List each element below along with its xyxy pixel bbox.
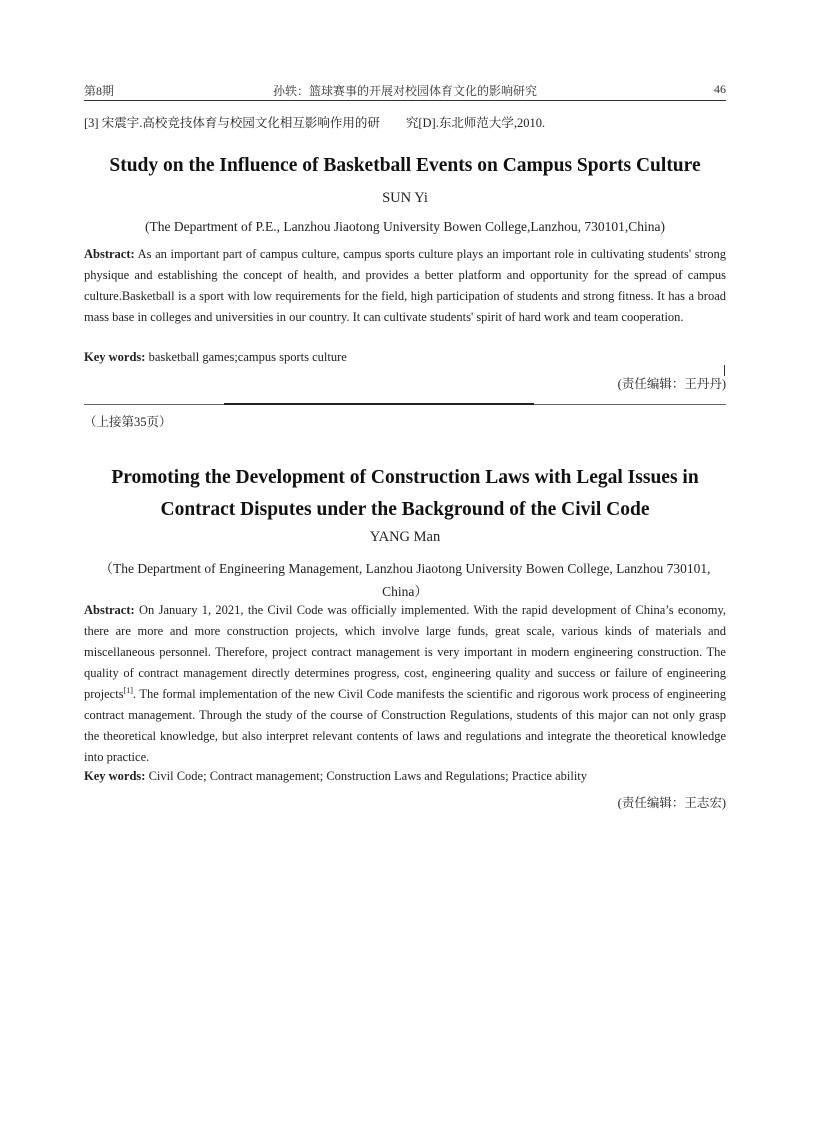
issue-label: 第8期 [84, 84, 115, 98]
abstract-text-part2: . The formal implementation of the new Civil Code manifests the scientific and rigorous work process of engineering contract management. Through the study of the course of Construction Regulations, students of this major can not only grasp the theoretical knowledge, but also interpret relevant contents of laws and regulations and integrate the theoretical knowledge into practice. [84, 687, 726, 764]
running-header [84, 82, 726, 101]
page-number: 46 [714, 82, 726, 96]
article2-affiliation-line2: China） [382, 584, 428, 599]
article2-title-line1: Promoting the Development of Construction Laws with Legal Issues in [111, 467, 699, 488]
abstract-text-part1: On January 1, 2021, the Civil Code was officially implemented. With the rapid development of China’s economy, there are more and more construction projects, which involve large funds, great scale, various kinds of materials and miscellaneous personnel. Therefore, project contract management is very important in modern engineering construction. The quality of contract management directly determines progress, cost, engineering quality and success or failure of engineering projects [84, 603, 727, 701]
divider-thick-line [224, 403, 534, 405]
article2-abstract [84, 600, 726, 768]
article2-keywords [84, 769, 726, 784]
abstract-label: Abstract: [84, 247, 135, 261]
reference-entry [84, 113, 545, 131]
article1-title: Study on the Influence of Basketball Events on Campus Sports Culture [109, 155, 701, 176]
continuation-note: （上接第35页） [84, 415, 172, 429]
article2-author: YANG Man [369, 529, 441, 545]
abstract-label: Abstract: [84, 603, 135, 617]
reference-text-b: 究[D].东北师范大学,2010. [405, 116, 546, 130]
article1-keywords [84, 350, 726, 365]
running-title: 孙轶：篮球赛事的开展对校园体育文化的影响研究 [272, 84, 537, 98]
article1-author: SUN Yi [382, 190, 428, 206]
article1-editor: (责任编辑：王丹丹) [617, 377, 726, 391]
reference-number: [3] [84, 116, 99, 130]
keywords-label: Key words: [84, 769, 146, 783]
abstract-text: As an important part of campus culture, campus sports culture plays an important role in cultivating students' strong physique and establishing the concept of health, and provides a better platform and opportunity for the spread of campus culture.Basketball is a sport with low requirements for the field, high participation of students and strong fitness. It has a broad mass base in colleges and universities in our country. It can cultivate students' spirit of hard work and team cooperation. [84, 247, 726, 324]
keywords-text: basketball games;campus sports culture [148, 350, 347, 364]
article2-title-line2: Contract Disputes under the Background of the Civil Code [160, 499, 650, 520]
article2-affiliation [84, 557, 726, 603]
keywords-text: Civil Code; Contract management; Construction Laws and Regulations; Practice ability [148, 769, 588, 783]
keywords-label: Key words: [84, 350, 146, 364]
article2-editor: (责任编辑：王志宏) [617, 796, 726, 810]
article1-affiliation: (The Department of P.E., Lanzhou Jiaotong University Bowen College,Lanzhou, 730101,China) [144, 219, 665, 234]
article1-abstract [84, 244, 726, 328]
reference-text-a: 宋震宇.高校竞技体育与校园文化相互影响作用的研 [101, 116, 380, 130]
citation-marker: [1] [123, 685, 133, 695]
article2-affiliation-line1: （The Department of Engineering Management, Lanzhou Jiaotong University Bowen College, Lanzhou 730101, [99, 561, 711, 576]
article2-title [84, 462, 726, 526]
